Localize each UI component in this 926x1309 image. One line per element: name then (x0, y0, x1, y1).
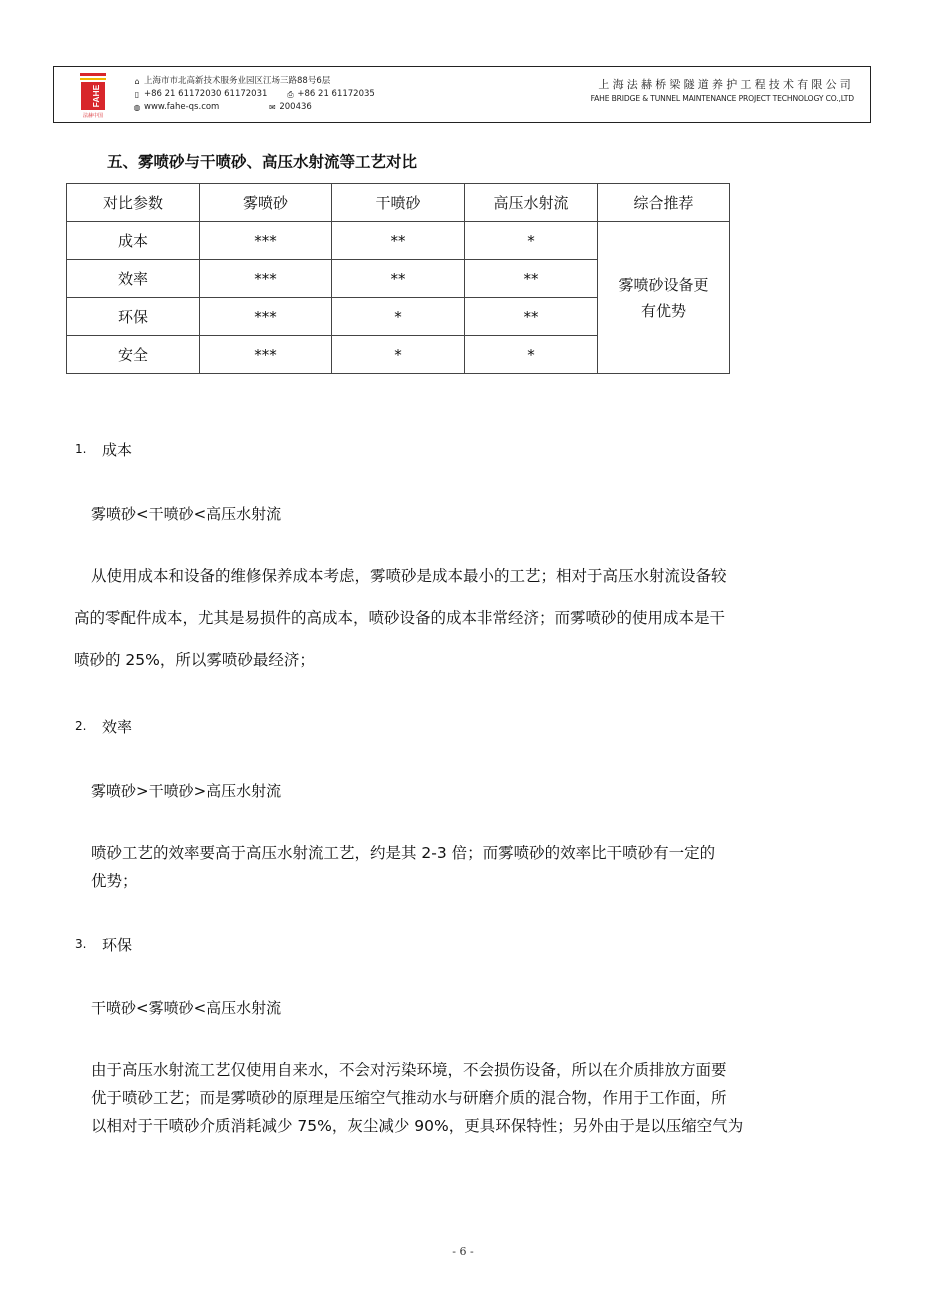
table-cell: *** (200, 298, 332, 336)
list-number: 2. (75, 719, 87, 733)
table-cell: *** (200, 336, 332, 374)
table-cell: * (332, 336, 465, 374)
ranking-text: 雾喷砂>干喷砂>高压水射流 (91, 782, 282, 800)
table-header-row (67, 184, 730, 222)
paragraph-line: 优于喷砂工艺；而是雾喷砂的原理是压缩空气推动水与研磨介质的混合物，作用于工作面，所 (91, 1089, 727, 1107)
list-item-title: 环保 (102, 936, 133, 954)
company-name-cn: 上海法赫桥梁隧道养护工程技术有限公司 (598, 78, 854, 91)
postcode: 200436 (279, 102, 312, 112)
phone-icon: ▯ (134, 90, 140, 99)
company-logo (78, 71, 108, 119)
table-cell: * (465, 222, 598, 260)
table-cell: 环保 (67, 298, 200, 336)
table-cell: 成本 (67, 222, 200, 260)
paragraph (91, 839, 715, 895)
list-item-title: 效率 (102, 718, 133, 736)
comparison-table (66, 183, 730, 374)
table-row (67, 222, 730, 260)
recommendation-text: 雾喷砂设备更 (618, 275, 709, 294)
table-header-cell: 对比参数 (67, 184, 200, 222)
globe-icon: ◍ (133, 103, 141, 112)
list-number: 1. (75, 442, 87, 456)
contact-info (132, 75, 375, 114)
company-name-block (591, 76, 854, 103)
home-icon: ⌂ (134, 77, 140, 86)
table-cell: ** (465, 298, 598, 336)
section-title: 五、雾喷砂与干喷砂、高压水射流等工艺对比 (107, 153, 418, 171)
table-header-cell: 综合推荐 (598, 184, 730, 222)
paragraph-line: 高的零配件成本，尤其是易损件的高成本，喷砂设备的成本非常经济；而雾喷砂的使用成本是干 (74, 609, 726, 627)
table-cell: * (465, 336, 598, 374)
address: 上海市市北高新技术服务业园区江场三路88号6层 (144, 76, 331, 86)
table-cell: *** (200, 260, 332, 298)
paragraph-line: 喷砂的 25%，所以雾喷砂最经济； (74, 651, 315, 669)
table-header-cell: 干喷砂 (332, 184, 465, 222)
paragraph (91, 1056, 743, 1140)
table-cell: 安全 (67, 336, 200, 374)
ranking-text: 雾喷砂<干喷砂<高压水射流 (91, 505, 282, 523)
fax-number: +86 21 61172035 (297, 89, 375, 99)
table-cell: 效率 (67, 260, 200, 298)
letterhead (53, 66, 871, 123)
table-cell: *** (200, 222, 332, 260)
website-link[interactable]: www.fahe-qs.com (144, 102, 220, 112)
paragraph (74, 555, 727, 681)
paragraph-line: 优势； (91, 872, 138, 890)
svg-text:法赫中国: 法赫中国 (82, 113, 104, 119)
table-cell: ** (332, 260, 465, 298)
paragraph-line: 喷砂工艺的效率要高于高压水射流工艺，约是其 2-3 倍；而雾喷砂的效率比干喷砂有一定的 (91, 844, 716, 862)
page-number: - 6 - (452, 1245, 474, 1258)
recommendation-text: 有优势 (640, 301, 686, 320)
fax-icon: ⎙ (287, 90, 294, 99)
table-cell: ** (332, 222, 465, 260)
phone-number: +86 21 61172030 61172031 (144, 89, 268, 99)
table-cell: ** (465, 260, 598, 298)
svg-text:FAHE: FAHE (91, 84, 101, 108)
paragraph-line: 从使用成本和设备的维修保养成本考虑，雾喷砂是成本最小的工艺；相对于高压水射流设备较 (91, 567, 727, 585)
paragraph-line: 以相对于干喷砂介质消耗减少 75%，灰尘减少 90%，更具环保特性；另外由于是以压缩空气为 (91, 1117, 744, 1135)
table-cell: * (332, 298, 465, 336)
recommendation-cell (598, 222, 730, 374)
ranking-text: 干喷砂<雾喷砂<高压水射流 (91, 999, 282, 1017)
list-item-title: 成本 (102, 441, 133, 459)
paragraph-line: 由于高压水射流工艺仅使用自来水，不会对污染环境，不会损伤设备，所以在介质排放方面要 (91, 1061, 727, 1079)
list-number: 3. (75, 937, 87, 951)
mail-icon: ✉ (268, 103, 276, 112)
company-name-en: FAHE BRIDGE & TUNNEL MAINTENANCE PROJECT TECHNOLOGY CO.,LTD (590, 94, 854, 103)
table-header-cell: 雾喷砂 (200, 184, 332, 222)
table-header-cell: 高压水射流 (465, 184, 598, 222)
